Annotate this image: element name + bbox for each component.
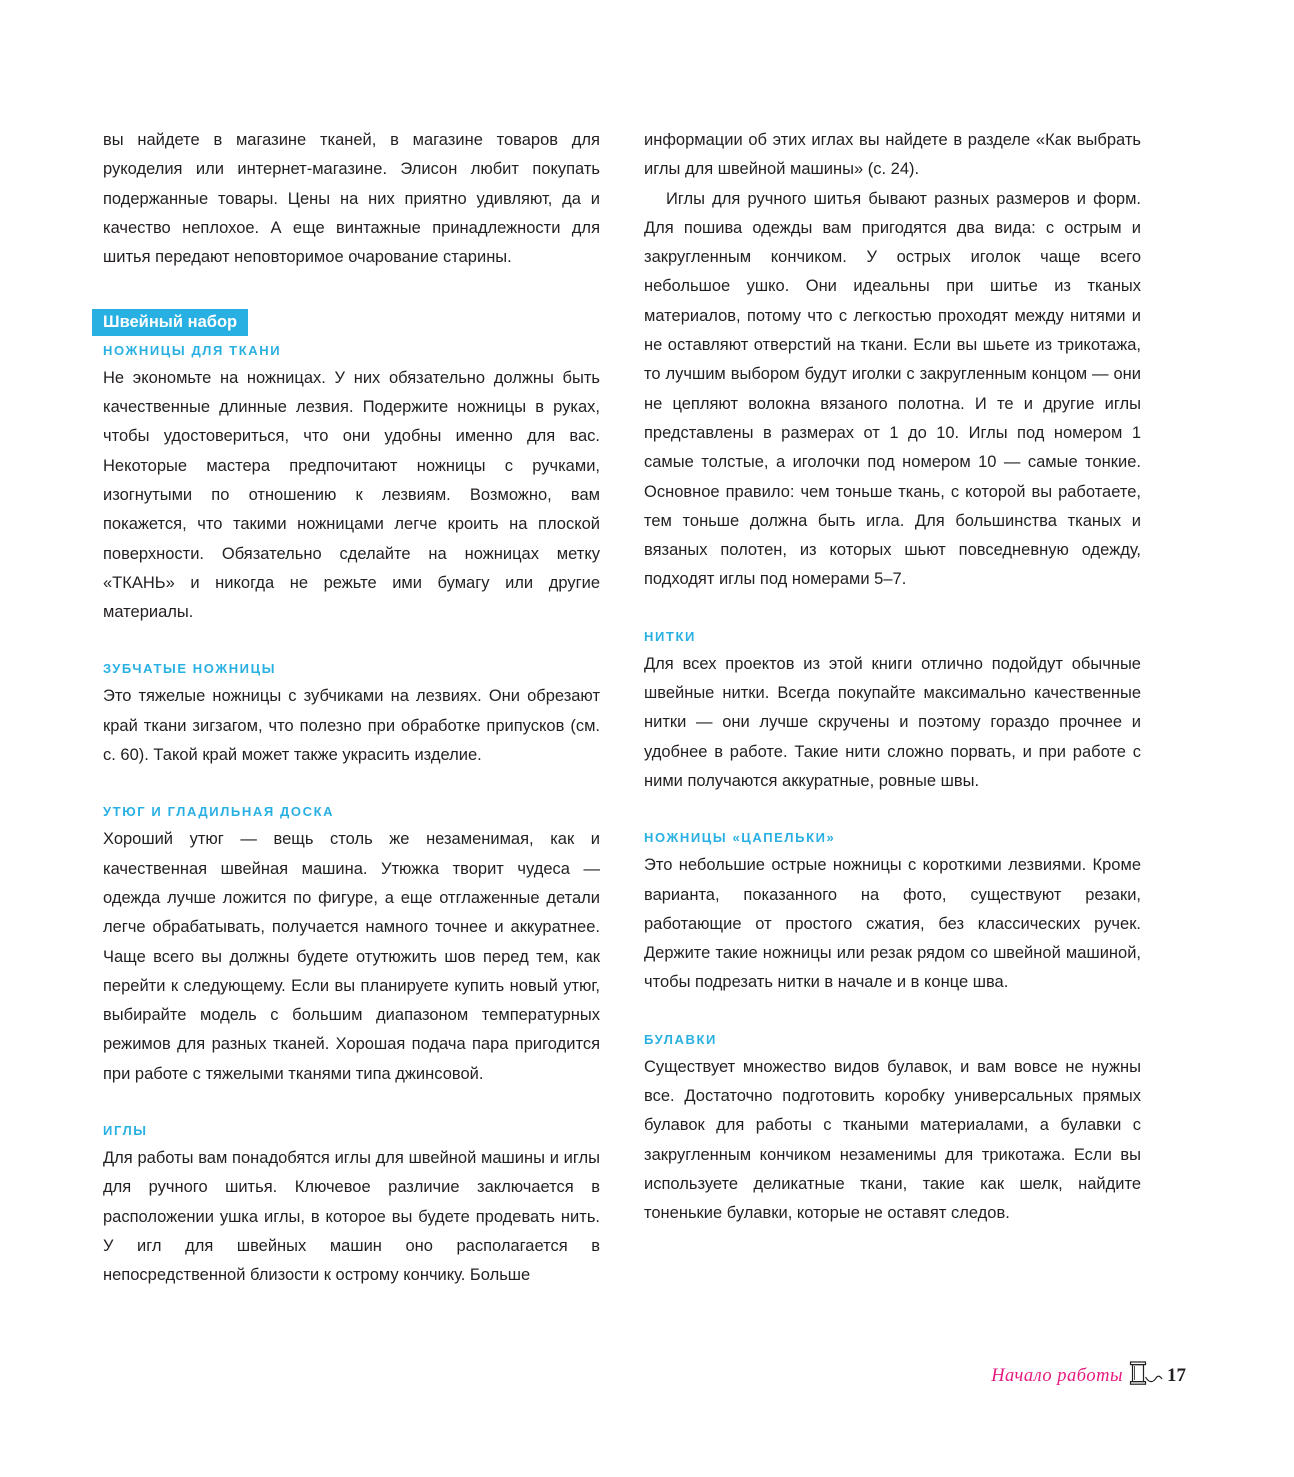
page-footer [991,1358,1186,1394]
needles-continued-paragraph: информации об этих иглах вы найдете в разделе «Как выбрать иглы для швейной машины» (с. 24). [644,131,1141,179]
page-number: 17 [1167,1365,1186,1386]
hand-needles-paragraph: Иглы для ручного шитья бывают разных размеров и форм. Для пошива одежды вам пригодятся два вида: с острым и закругленным кончиком. У острых иголок чаще всего небольшое ушко. Они идеальны при шитье из тканых материалов, потому что с легкостью проходят между нитями и не оставляют отверстий на ткани. Если вы шьете из трикотажа, то лучшим выбором будут иголки с закругленным концом — они не цепляют волокна вязаного полотна. И те и другие иглы представлены в размерах от 1 до 10. Иглы под номером 1 самые толстые, а иголочки под номером 10 — самые тонкие. Основное правило: чем тоньше ткань, с которой вы работаете, тем тоньше должна быть игла. Для большинства тканых и вязаных полотен, из которых шьют повседневную одежду, подходят иглы под номерами 5–7. [644,189,1141,589]
thread-heading: НИТКИ [644,628,696,644]
left-column [103,126,600,1291]
needles-paragraph: Для работы вам понадобятся иглы для швейной машины и иглы для ручного шитья. Ключевое различие заключается в расположении ушка иглы, в которое вы будете продевать нить. У игл для швейных машин оно располагается в непосредственной близости к острому кончику. Больше [103,1149,600,1285]
pins-paragraph: Существует множество видов булавок, и вам вовсе не нужны все. Достаточно подготовить коробку универсальных прямых булавок для работы с ткаными материалами, а булавки с закругленным кончиком незаменимы для трикотажа. Если вы используете деликатные ткани, такие как шелк, найдите тоненькие булавки, которые не оставят следов. [644,1057,1141,1223]
snips-heading: НОЖНИЦЫ «ЦАПЕЛЬКИ» [644,830,836,846]
scissors-heading: НОЖНИЦЫ ДЛЯ ТКАНИ [103,342,282,358]
section-label: Швейный набор [92,309,248,336]
snips-paragraph: Это небольшие острые ножницы с короткими лезвиями. Кроме варианта, показанного на фото, существуют резаки, работающие от простого сжатия, без классических ручек. Держите такие ножницы или резак рядом со швейной машиной, чтобы подрезать нитки в начале и в конце шва. [644,856,1141,992]
pinking-shears-paragraph: Это тяжелые ножницы с зубчиками на лезвиях. Они обрезают край ткани зигзагом, что полезно при обработке припусков (см. с. 60). Такой край может также украсить изделие. [103,687,600,765]
pinking-shears-heading: ЗУБЧАТЫЕ НОЖНИЦЫ [103,661,277,677]
needles-heading: ИГЛЫ [103,1123,148,1139]
intro-paragraph: вы найдете в магазине тканей, в магазине товаров для рукоделия или интернет-магазине. Элисон любит покупать подержанные товары. Цены на них приятно удивляют, да и качество неплохое. А еще винтажные принадлежности для шитья передают неповторимое очарование старины. [103,131,600,267]
chapter-title: Начало работы [991,1365,1123,1386]
thread-spool-icon [1129,1360,1163,1393]
iron-paragraph: Хороший утюг — вещь столь же незаменимая, как и качественная швейная машина. Утюжка творит чудеса — одежда лучше ложится по фигуре, а еще отглаженные детали легче обрабатывать, получается намного точнее и аккуратнее. Чаще всего вы должны будете отутюжить шов перед тем, как перейти к следующему. Если вы планируете купить новый утюг, выбирайте модель с большим диапазоном температурных режимов для разных тканей. Хорошая подача пара пригодится при работе с тяжелыми тканями типа джинсовой. [103,830,600,1083]
iron-heading: УТЮГ И ГЛАДИЛЬНАЯ ДОСКА [103,804,335,820]
pins-heading: БУЛАВКИ [644,1031,717,1047]
right-column [644,126,1141,1229]
scissors-paragraph: Не экономьте на ножницах. У них обязательно должны быть качественные длинные лезвия. Подержите ножницы в руках, чтобы удостовериться, что они удобны именно для вас. Некоторые мастера предпочитают ножницы с ручками, изогнутыми по отношению к лезвиям. Возможно, вам покажется, что такими ножницами легче кроить на плоской поверхности. Обязательно сделайте на ножницах метку «ТКАНЬ» и никогда не режьте ими бумагу или другие материалы. [103,368,600,622]
thread-paragraph: Для всех проектов из этой книги отлично подойдут обычные швейные нитки. Всегда покупайте максимально качественные нитки — они лучше скручены и поэтому гораздо прочнее и удобнее в работе. Такие нити сложно порвать, и при работе с ними получаются аккуратные, ровные швы. [644,654,1141,790]
